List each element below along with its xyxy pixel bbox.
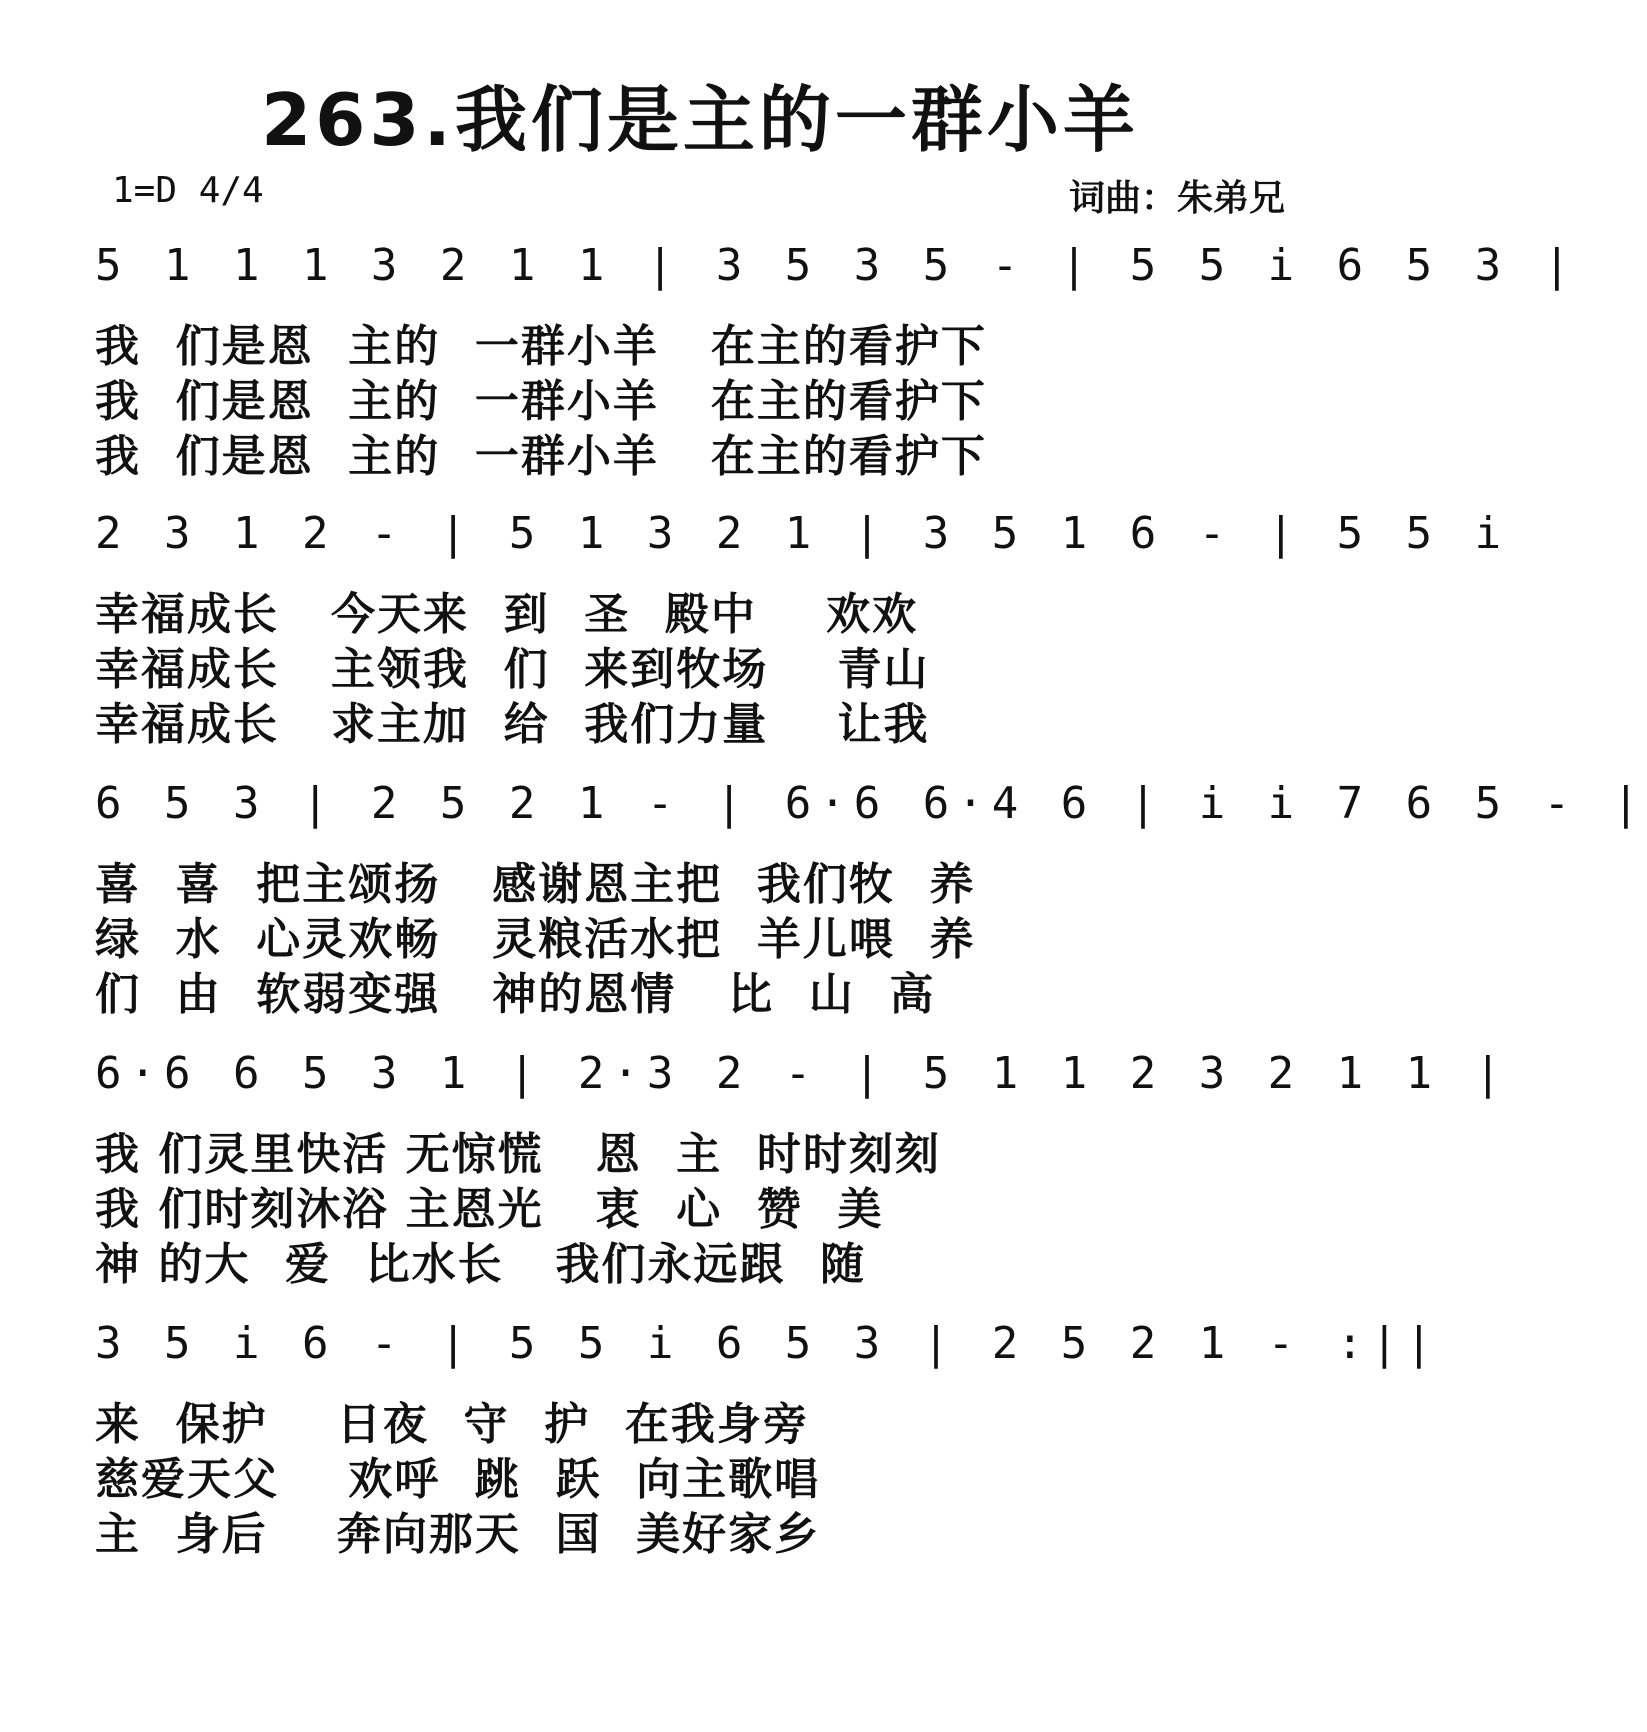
notation-line-4: 6·6 6 5 3 1 | 2·3 2 - | 5 1 1 2 3 2 1 1 | — [95, 1048, 1510, 1099]
lyric-line-4-2: 我 们时刻沐浴 主恩光 衷 心 赞 美 — [95, 1184, 884, 1235]
lyric-line-3-2: 绿 水 心灵欢畅 灵粮活水把 羊儿喂 养 — [95, 914, 976, 965]
notation-line-3: 6 5 3 | 2 5 2 1 - | 6·6 6·4 6 | i i 7 6 5 - | — [95, 778, 1647, 829]
notation-line-2: 2 3 1 2 - | 5 1 3 2 1 | 3 5 1 6 - | 5 5 i — [95, 508, 1510, 559]
lyric-line-5-2: 慈爱天父 欢呼 跳 跃 向主歌唱 — [95, 1454, 821, 1505]
credit: 词曲：朱弟兄 — [1068, 178, 1285, 219]
lyric-line-1-3: 我 们是恩 主的 一群小羊 在主的看护下 — [95, 431, 987, 482]
lyric-line-2-1: 幸福成长 今天来 到 圣 殿中 欢欢 — [95, 589, 919, 640]
lyric-line-5-3: 主 身后 奔向那天 国 美好家乡 — [95, 1509, 821, 1560]
notation-line-5: 3 5 i 6 - | 5 5 i 6 5 3 | 2 5 2 1 - :|| — [95, 1318, 1441, 1369]
system-1 — [0, 240, 1579, 540]
key-signature: 1=D 4/4 — [112, 170, 264, 211]
system-5 — [0, 1318, 1441, 1618]
lyric-line-1-2: 我 们是恩 主的 一群小羊 在主的看护下 — [95, 376, 987, 427]
system-3 — [0, 778, 1647, 1078]
lyric-line-4-1: 我 们灵里快活 无惊慌 恩 主 时时刻刻 — [95, 1129, 941, 1180]
lyric-line-1-1: 我 们是恩 主的 一群小羊 在主的看护下 — [95, 321, 987, 372]
lyric-line-4-3: 神 的大 爱 比水长 我们永远跟 随 — [95, 1239, 867, 1290]
lyric-line-3-1: 喜 喜 把主颂扬 感谢恩主把 我们牧 养 — [95, 859, 976, 910]
lyric-line-2-3: 幸福成长 求主加 给 我们力量 让我 — [95, 699, 930, 750]
system-4 — [0, 1048, 1510, 1348]
lyric-line-5-1: 来 保护 日夜 守 护 在我身旁 — [95, 1399, 809, 1450]
lyric-line-3-3: 们 由 软弱变强 神的恩情 比 山 高 — [95, 969, 936, 1020]
page-title: 263.我们是主的一群小羊 — [261, 78, 1139, 162]
notation-line-1: 5 1 1 1 3 2 1 1 | 3 5 3 5 - | 5 5 i 6 5 3 | — [95, 240, 1579, 291]
lyric-line-2-2: 幸福成长 主领我 们 来到牧场 青山 — [95, 644, 930, 695]
